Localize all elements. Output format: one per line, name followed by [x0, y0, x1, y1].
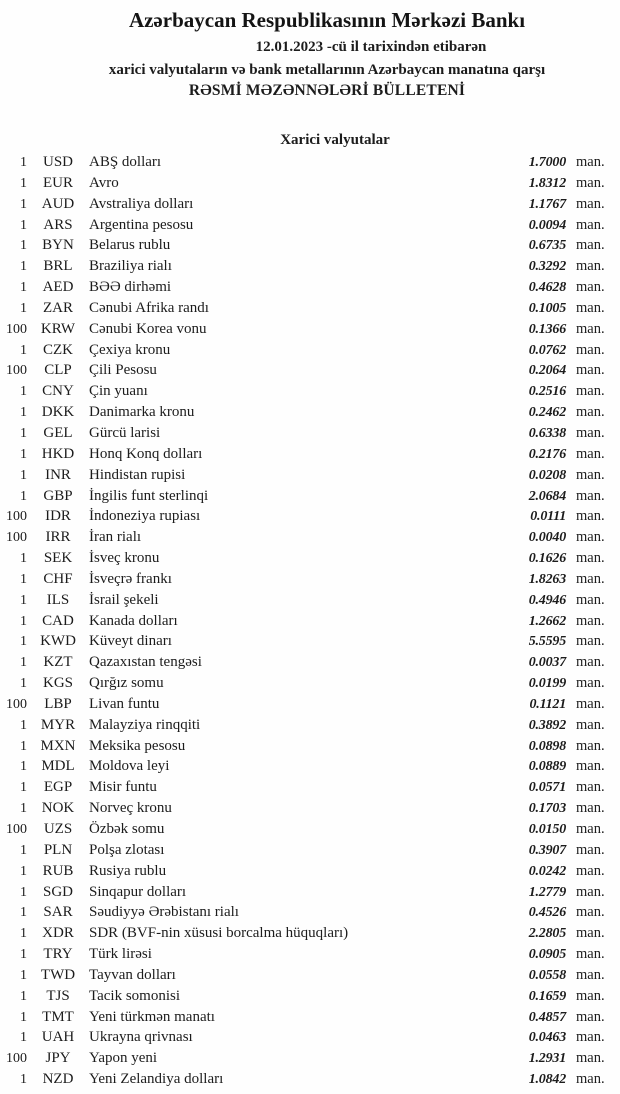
currency-name: BƏƏ dirhəmi	[89, 279, 172, 296]
currency-name: Braziliya rialı	[89, 258, 172, 275]
currency-quantity: 1	[20, 342, 27, 358]
currency-unit-label: man.	[576, 737, 605, 754]
currency-code: ARS	[43, 216, 73, 233]
currency-row	[0, 527, 620, 548]
currency-code: IDR	[45, 508, 71, 525]
currency-unit-label: man.	[576, 633, 605, 650]
currency-rate: 0.2462	[528, 405, 566, 421]
currency-quantity: 100	[6, 363, 27, 379]
currency-quantity: 1	[20, 175, 27, 191]
currency-rate: 0.0111	[530, 509, 566, 525]
currency-rate: 0.0762	[528, 342, 566, 358]
currency-unit-label: man.	[576, 695, 605, 712]
currency-rate: 0.6735	[528, 238, 566, 254]
currency-rate: 5.5595	[528, 634, 566, 650]
currency-code: LBP	[44, 695, 72, 712]
currency-unit-label: man.	[576, 966, 605, 983]
currency-name: Cənubi Afrika randı	[89, 299, 209, 316]
currency-unit-label: man.	[576, 591, 605, 608]
currency-name: Meksika pesosu	[89, 737, 186, 754]
currency-name: Çili Pesosu	[89, 362, 157, 379]
currency-row	[0, 1027, 620, 1048]
currency-quantity: 1	[20, 863, 27, 879]
currency-row	[0, 756, 620, 777]
currency-name: Moldova leyi	[89, 758, 170, 775]
currency-name: Çexiya kronu	[89, 341, 171, 358]
currency-unit-label: man.	[576, 1071, 605, 1088]
currency-code: KGS	[42, 675, 73, 692]
currency-code: DKK	[41, 404, 75, 421]
currency-row	[0, 381, 620, 402]
currency-quantity: 1	[20, 384, 27, 400]
currency-code: UAH	[41, 1029, 75, 1046]
currency-code: AED	[42, 279, 74, 296]
currency-rate: 0.4628	[528, 280, 566, 296]
currency-code: MDL	[41, 758, 75, 775]
currency-code: BRL	[43, 258, 73, 275]
currency-row	[0, 590, 620, 611]
currency-unit-label: man.	[576, 862, 605, 879]
currency-name: İngilis funt sterlinqi	[89, 487, 209, 504]
currency-code: UZS	[43, 821, 73, 837]
currency-code: KRW	[40, 320, 76, 337]
currency-rate: 0.2516	[528, 384, 566, 400]
currency-code: NOK	[41, 800, 75, 817]
currency-name: Yeni Zelandiya dolları	[89, 1071, 224, 1088]
currency-code: CZK	[43, 341, 73, 358]
rates-table	[0, 152, 620, 1090]
currency-unit-label: man.	[576, 445, 605, 462]
currency-rate: 0.4857	[528, 1009, 566, 1025]
currency-unit-label: man.	[576, 612, 605, 629]
currency-name: Malayziya rinqqiti	[89, 716, 201, 733]
currency-code: AUD	[41, 195, 75, 212]
currency-name: ABŞ dolları	[89, 154, 162, 170]
currency-unit-label: man.	[576, 174, 605, 191]
currency-row	[0, 277, 620, 298]
currency-quantity: 1	[20, 196, 27, 212]
currency-rate: 0.0242	[528, 863, 566, 879]
currency-name: Hindistan rupisi	[89, 466, 186, 483]
currency-rate: 0.0150	[528, 822, 566, 837]
currency-rate: 0.0571	[528, 780, 566, 796]
currency-quantity: 1	[20, 655, 27, 671]
currency-rate: 0.1121	[529, 696, 566, 712]
currency-rate: 0.0037	[528, 655, 566, 671]
currency-rate: 0.4946	[528, 592, 566, 608]
currency-code: EGP	[43, 779, 73, 796]
currency-code: TMT	[42, 1008, 74, 1025]
currency-quantity: 100	[6, 696, 27, 712]
currency-rate: 1.2662	[528, 613, 566, 629]
currency-name: Ukrayna qrivnası	[89, 1029, 193, 1046]
currency-quantity: 1	[20, 467, 27, 483]
currency-rate: 2.2805	[528, 926, 566, 942]
currency-rate: 1.0842	[528, 1072, 566, 1088]
currency-row	[0, 340, 620, 361]
currency-quantity: 1	[20, 425, 27, 441]
currency-unit-label: man.	[576, 279, 605, 296]
currency-quantity: 1	[20, 676, 27, 692]
currency-unit-label: man.	[576, 299, 605, 316]
currency-unit-label: man.	[576, 237, 605, 254]
currency-name: Tacik somonisi	[89, 987, 181, 1004]
currency-quantity: 1	[20, 259, 27, 275]
currency-quantity: 1	[20, 1030, 27, 1046]
currency-unit-label: man.	[576, 841, 605, 858]
currency-code: PLN	[43, 841, 73, 858]
currency-unit-label: man.	[576, 154, 605, 170]
currency-quantity: 1	[20, 405, 27, 421]
currency-rate: 1.2779	[528, 884, 566, 900]
currency-code: INR	[45, 466, 71, 483]
currency-rate: 0.1659	[528, 988, 566, 1004]
currency-row	[0, 319, 620, 340]
currency-code: TRY	[43, 946, 73, 963]
currency-name: Yapon yeni	[89, 1050, 158, 1067]
currency-quantity: 1	[20, 446, 27, 462]
currency-unit-label: man.	[576, 904, 605, 921]
currency-quantity: 1	[20, 1009, 27, 1025]
currency-rate: 0.0898	[528, 738, 566, 754]
currency-unit-label: man.	[576, 216, 605, 233]
currency-code: JPY	[45, 1050, 71, 1067]
currency-quantity: 1	[20, 738, 27, 754]
currency-name: Tayvan dolları	[89, 966, 176, 983]
currency-row	[0, 611, 620, 632]
currency-row	[0, 819, 620, 840]
currency-code: ZAR	[43, 299, 73, 316]
currency-quantity: 1	[20, 300, 27, 316]
currency-name: Rusiya rublu	[89, 862, 167, 879]
currency-unit-label: man.	[576, 800, 605, 817]
currency-code: SGD	[42, 883, 73, 900]
currency-code: KWD	[40, 633, 76, 650]
currency-quantity: 1	[20, 488, 27, 504]
currency-unit-label: man.	[576, 508, 605, 525]
currency-name: Çin yuanı	[89, 383, 148, 400]
currency-code: BYN	[42, 237, 74, 254]
currency-code: MXN	[40, 737, 76, 754]
currency-row	[0, 1048, 620, 1069]
currency-row	[0, 256, 620, 277]
currency-rate: 0.0558	[528, 967, 566, 983]
currency-name: SDR (BVF-nin xüsusi borcalma hüquqları)	[89, 925, 349, 942]
currency-name: Kanada dolları	[89, 612, 178, 629]
currency-rate: 0.0208	[528, 467, 566, 483]
currency-unit-label: man.	[576, 758, 605, 775]
currency-name: Danimarka kronu	[89, 404, 195, 421]
currency-unit-label: man.	[576, 946, 605, 963]
bank-name-title: Azərbaycan Respublikasının Mərkəzi Bankı	[128, 8, 526, 32]
currency-name: Misir funtu	[89, 779, 157, 796]
currency-name: Özbək somu	[89, 821, 165, 837]
currency-name: Qazaxıstan tengəsi	[89, 654, 202, 671]
currency-quantity: 1	[20, 280, 27, 296]
currency-code: CNY	[42, 383, 74, 400]
currency-unit-label: man.	[576, 258, 605, 275]
currency-row	[0, 902, 620, 923]
currency-unit-label: man.	[576, 341, 605, 358]
bulletin-header	[0, 0, 620, 100]
currency-name: Küveyt dinarı	[89, 633, 172, 650]
currency-rate: 1.8312	[528, 175, 566, 191]
currency-name: Türk lirəsi	[89, 946, 152, 963]
currency-row	[0, 173, 620, 194]
currency-unit-label: man.	[576, 404, 605, 421]
currency-quantity: 1	[20, 634, 27, 650]
currency-name: İndoneziya rupiası	[89, 508, 201, 525]
currency-unit-label: man.	[576, 779, 605, 796]
currency-rate: 0.1005	[528, 300, 566, 316]
currency-code: GBP	[43, 487, 73, 504]
currency-quantity: 1	[20, 926, 27, 942]
currency-unit-label: man.	[576, 487, 605, 504]
currency-row	[0, 360, 620, 381]
currency-code: EUR	[43, 174, 73, 191]
currency-rate: 0.6338	[528, 425, 566, 441]
currency-rate: 0.2176	[528, 446, 566, 462]
currency-row	[0, 736, 620, 757]
currency-unit-label: man.	[576, 320, 605, 337]
currency-row	[0, 798, 620, 819]
currency-unit-label: man.	[576, 529, 605, 546]
currency-unit-label: man.	[576, 821, 605, 837]
currency-name: Livan funtu	[89, 695, 160, 712]
currency-row	[0, 548, 620, 569]
currency-row	[0, 652, 620, 673]
currency-row	[0, 235, 620, 256]
currency-rate: 0.3907	[528, 842, 566, 858]
currency-code: XDR	[42, 925, 74, 942]
currency-code: HKD	[41, 445, 75, 462]
currency-code: TJS	[46, 987, 70, 1004]
currency-row	[0, 923, 620, 944]
currency-rate: 0.0463	[528, 1030, 566, 1046]
currency-name: Səudiyyə Ərəbistanı rialı	[89, 904, 239, 921]
currency-rate: 0.1626	[528, 551, 566, 567]
currency-quantity: 1	[20, 717, 27, 733]
currency-rate: 0.0094	[528, 217, 566, 233]
currency-row	[0, 1069, 620, 1090]
section-title-foreign-currencies: Xarici valyutalar	[280, 132, 390, 148]
currency-code: IRR	[45, 529, 71, 546]
currency-unit-label: man.	[576, 1029, 605, 1046]
subject-line: xarici valyutaların və bank metallarının Azərbaycan manatına qarşı	[108, 62, 546, 78]
currency-rate: 0.3892	[528, 717, 566, 733]
currency-name: Gürcü larisi	[89, 424, 161, 441]
currency-quantity: 1	[20, 842, 27, 858]
currency-unit-label: man.	[576, 383, 605, 400]
currency-code: USD	[42, 154, 73, 170]
currency-rate: 0.1366	[528, 321, 566, 337]
currency-name: Polşa zlotası	[89, 841, 165, 858]
currency-quantity: 1	[20, 947, 27, 963]
currency-row	[0, 506, 620, 527]
currency-quantity: 1	[20, 967, 27, 983]
currency-row	[0, 486, 620, 507]
currency-row	[0, 298, 620, 319]
currency-unit-label: man.	[576, 716, 605, 733]
currency-row	[0, 777, 620, 798]
currency-name: Norveç kronu	[89, 800, 172, 817]
currency-rate: 0.0889	[528, 759, 566, 775]
currency-quantity: 1	[20, 551, 27, 567]
currency-row	[0, 465, 620, 486]
currency-code: SAR	[43, 904, 73, 921]
currency-rate: 0.0199	[528, 676, 566, 692]
currency-row	[0, 715, 620, 736]
currency-code: TWD	[40, 966, 76, 983]
currency-name: Belarus rublu	[89, 237, 171, 254]
currency-unit-label: man.	[576, 925, 605, 942]
currency-unit-label: man.	[576, 570, 605, 587]
currency-quantity: 100	[6, 1051, 27, 1067]
currency-name: Argentina pesosu	[89, 216, 194, 233]
currency-quantity: 1	[20, 780, 27, 796]
currency-rate: 0.1703	[528, 801, 566, 817]
currency-rate: 2.0684	[528, 488, 566, 504]
currency-row	[0, 215, 620, 236]
currency-row	[0, 882, 620, 903]
currency-row	[0, 444, 620, 465]
currency-name: Cənubi Korea vonu	[89, 320, 207, 337]
currency-quantity: 1	[20, 571, 27, 587]
currency-quantity: 1	[20, 1072, 27, 1088]
currency-row	[0, 965, 620, 986]
effective-date-line: 12.01.2023 -cü il tarixindən etibarən	[255, 39, 487, 55]
currency-rate: 0.4526	[528, 905, 566, 921]
currency-code: CHF	[43, 570, 73, 587]
currency-quantity: 1	[20, 801, 27, 817]
currency-rate: 0.0040	[528, 530, 566, 546]
currency-name: Yeni türkmən manatı	[89, 1008, 215, 1025]
currency-quantity: 1	[20, 884, 27, 900]
currency-quantity: 100	[6, 321, 27, 337]
currency-quantity: 100	[6, 509, 27, 525]
currency-unit-label: man.	[576, 550, 605, 567]
currency-row	[0, 861, 620, 882]
currency-row	[0, 423, 620, 444]
currency-code: SEK	[43, 550, 73, 567]
currency-row	[0, 694, 620, 715]
currency-rate: 0.3292	[528, 259, 566, 275]
currency-rate: 1.7000	[528, 155, 566, 170]
currency-quantity: 1	[20, 155, 27, 170]
currency-row	[0, 986, 620, 1007]
currency-row	[0, 1007, 620, 1028]
currency-code: ILS	[46, 591, 70, 608]
currency-row	[0, 944, 620, 965]
currency-unit-label: man.	[576, 195, 605, 212]
currency-quantity: 1	[20, 613, 27, 629]
currency-code: MYR	[40, 716, 76, 733]
currency-name: İsveçrə frankı	[89, 570, 172, 587]
currency-quantity: 1	[20, 592, 27, 608]
currency-unit-label: man.	[576, 1008, 605, 1025]
currency-row	[0, 194, 620, 215]
currency-row	[0, 673, 620, 694]
currency-quantity: 1	[20, 905, 27, 921]
currency-row	[0, 840, 620, 861]
currency-rate: 1.2931	[528, 1051, 566, 1067]
currency-unit-label: man.	[576, 883, 605, 900]
currency-quantity: 1	[20, 759, 27, 775]
currency-unit-label: man.	[576, 675, 605, 692]
currency-code: KZT	[43, 654, 73, 671]
currency-code: NZD	[42, 1071, 74, 1088]
currency-row	[0, 402, 620, 423]
currency-unit-label: man.	[576, 466, 605, 483]
currency-rate: 1.8263	[528, 571, 566, 587]
currency-row	[0, 152, 620, 173]
currency-rate: 0.2064	[528, 363, 566, 379]
currency-name: Honq Konq dolları	[89, 445, 203, 462]
currency-name: İsrail şekeli	[89, 591, 159, 608]
currency-rate: 0.0905	[528, 947, 566, 963]
currency-unit-label: man.	[576, 1050, 605, 1067]
currency-quantity: 1	[20, 988, 27, 1004]
currency-name: Sinqapur dolları	[89, 883, 187, 900]
currency-row	[0, 569, 620, 590]
currency-quantity: 100	[6, 530, 27, 546]
currency-name: Avstraliya dolları	[89, 195, 194, 212]
currency-rate: 1.1767	[528, 196, 566, 212]
currency-unit-label: man.	[576, 424, 605, 441]
currency-quantity: 100	[6, 822, 27, 837]
currency-unit-label: man.	[576, 362, 605, 379]
currency-row	[0, 631, 620, 652]
currency-unit-label: man.	[576, 987, 605, 1004]
currency-code: GEL	[43, 424, 73, 441]
currency-unit-label: man.	[576, 654, 605, 671]
currency-code: RUB	[42, 862, 74, 879]
currency-name: Qırğız somu	[89, 675, 164, 692]
currency-code: CAD	[42, 612, 74, 629]
currency-code: CLP	[44, 362, 72, 379]
bulletin-title: RƏSMİ MƏZƏNNƏLƏRİ BÜLLETENİ	[188, 82, 466, 99]
currency-name: İran rialı	[89, 529, 142, 546]
currency-quantity: 1	[20, 238, 27, 254]
currency-quantity: 1	[20, 217, 27, 233]
currency-name: Avro	[89, 174, 119, 191]
currency-name: İsveç kronu	[89, 550, 160, 567]
